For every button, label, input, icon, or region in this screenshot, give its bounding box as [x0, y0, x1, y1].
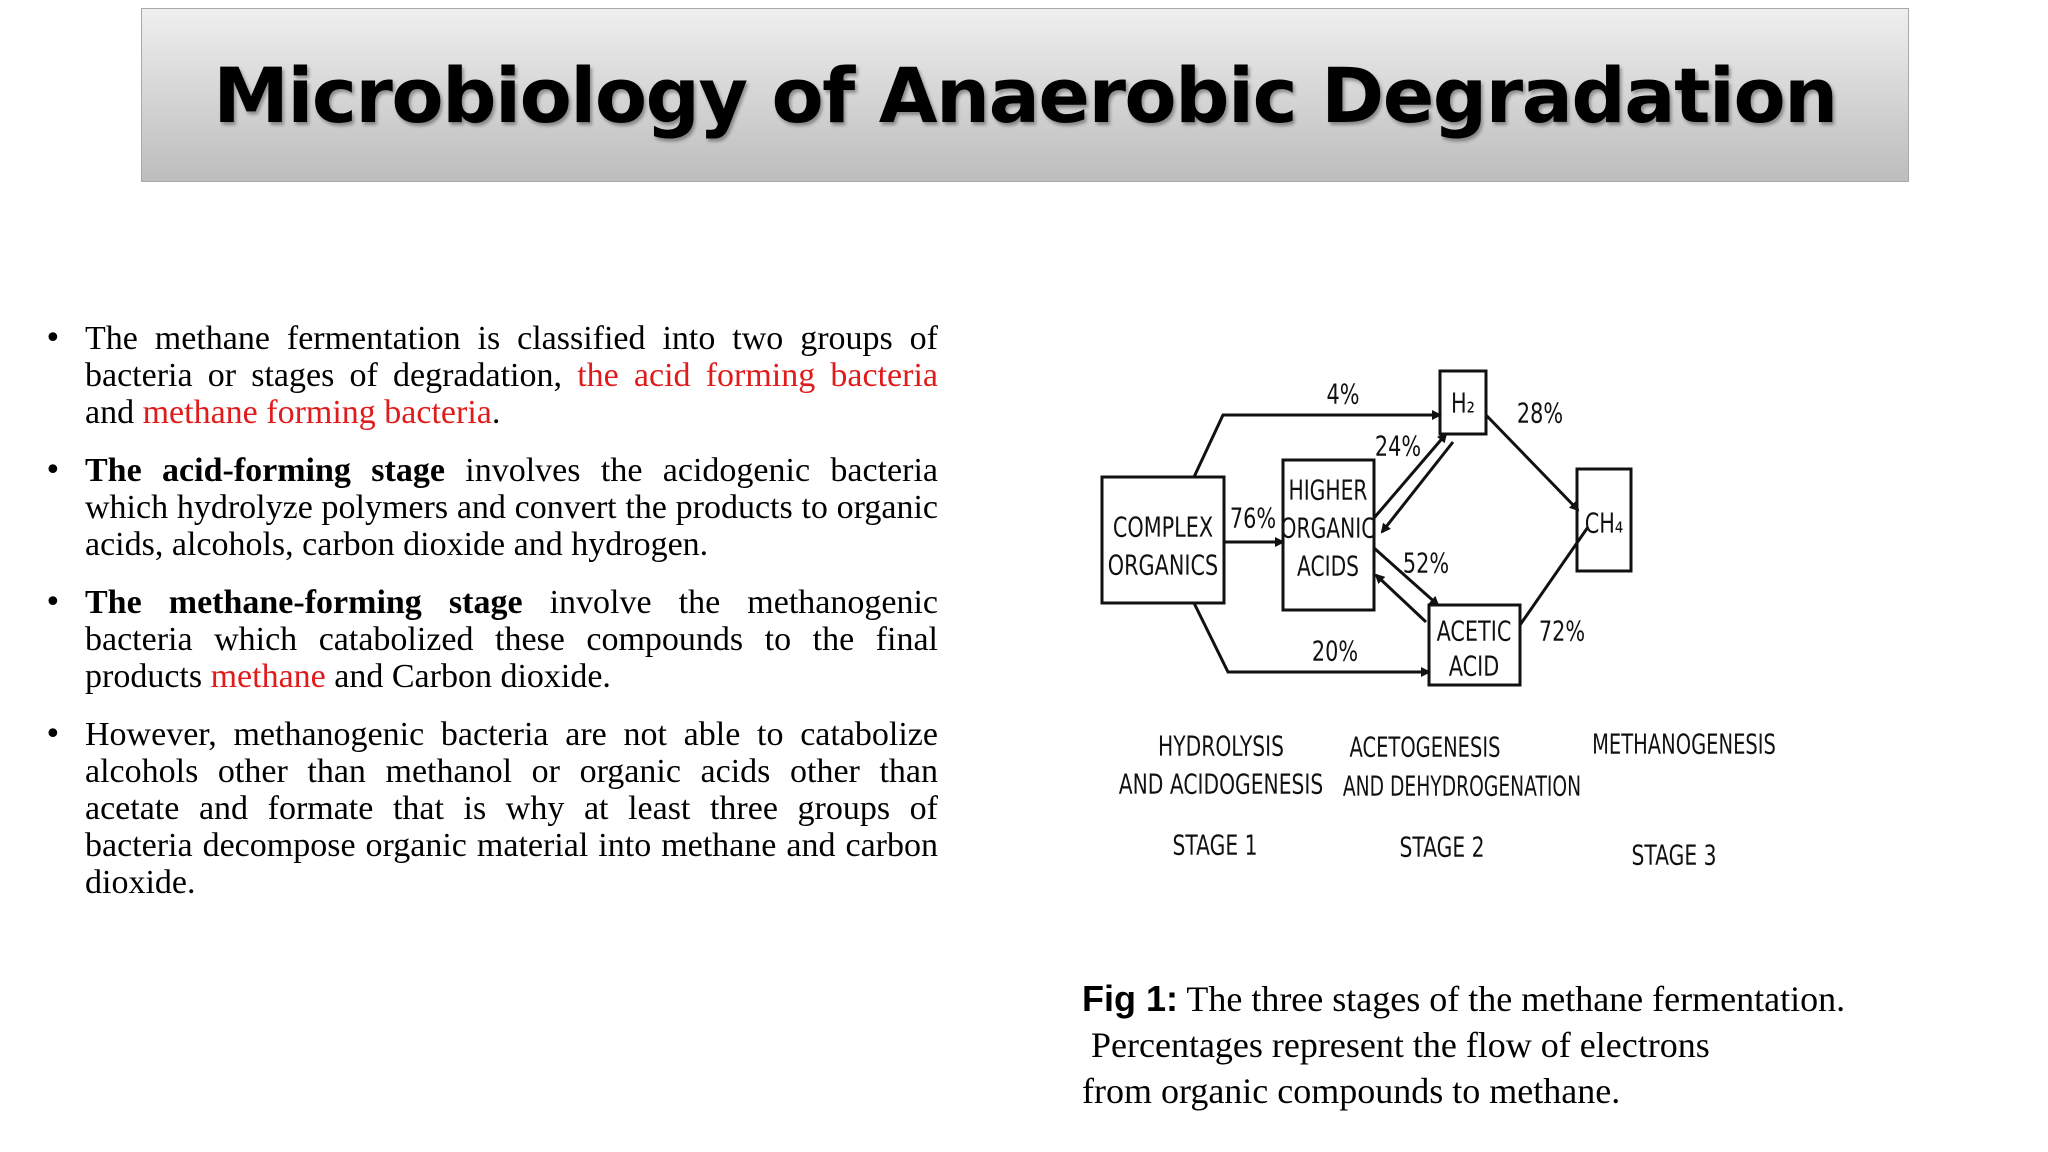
- highlight-acid-forming: the acid forming bacteria: [577, 357, 938, 394]
- pct-complex-to-h2: 4%: [1326, 377, 1360, 411]
- complex-organics-label-line2: ORGANICS: [1107, 548, 1219, 582]
- stage2-label: STAGE 2: [1399, 831, 1485, 864]
- stage1-process-line1: HYDROLYSIS: [1158, 730, 1284, 763]
- slide-title: Microbiology of Anaerobic Degradation: [213, 50, 1837, 140]
- higher-acids-label-line1: HIGHER: [1288, 474, 1368, 507]
- caption-line-1: Fig 1: The three stages of the methane fermentation.: [1082, 978, 1846, 1019]
- higher-acids-label-line2: ORGANIC: [1280, 512, 1376, 545]
- flow-acetic-to-higher-acids: [1376, 575, 1426, 622]
- complex-organics-label-line1: COMPLEX: [1112, 510, 1214, 544]
- stage1-process-line2: AND ACIDOGENESIS: [1118, 768, 1324, 801]
- higher-acids-label-line3: ACIDS: [1296, 550, 1360, 583]
- bullet-item-4: • However, methanogenic bacteria are not able to catabolize alcohols other than methanol or organic acids other than acetate and formate that is why at least three groups of bacteria decompose organic material into methane and carbon dioxide.: [44, 716, 938, 901]
- bullet-dot-icon: •: [44, 585, 62, 620]
- stage2-process-line2: AND DEHYDROGENATION: [1342, 769, 1582, 803]
- term-methane-forming-stage: The methane-forming stage: [85, 584, 523, 621]
- stage1-label: STAGE 1: [1172, 829, 1258, 862]
- pct-acetic-to-ch4: 72%: [1538, 614, 1586, 648]
- acetic-acid-label-line1: ACETIC: [1436, 614, 1512, 648]
- figure-caption: [1082, 976, 1982, 1114]
- pct-h2-to-ch4: 28%: [1516, 396, 1564, 430]
- bullet-list: [38, 320, 938, 922]
- highlight-methane-forming: methane forming bacteria: [142, 394, 492, 431]
- caption-line-3: from organic compounds to methane.: [1082, 1071, 1621, 1111]
- h2-label: H₂: [1451, 386, 1475, 420]
- ch4-label: CH₄: [1584, 506, 1624, 540]
- bullet-dot-icon: •: [44, 717, 62, 752]
- methane-fermentation-diagram: [1090, 360, 1790, 900]
- pct-higher-to-h2: 24%: [1374, 429, 1422, 463]
- flow-acetic-to-ch4: [1520, 527, 1588, 625]
- stage3-label: STAGE 3: [1631, 839, 1717, 872]
- bullet-item-2: • The acid-forming stage involves the acidogenic bacteria which hydrolyze polymers and convert the products to organic acids, alcohols, carbon dioxide and hydrogen.: [44, 452, 938, 563]
- title-banner: [141, 8, 1909, 182]
- stage2-process-line1: ACETOGENESIS: [1349, 731, 1501, 764]
- term-acid-forming-stage: The acid-forming stage: [85, 452, 445, 489]
- bullet-item-3: • The methane-forming stage involve the methanogenic bacteria which catabolized these compounds to the final products methane and Carbon dioxide.: [44, 584, 938, 695]
- highlight-methane: methane: [210, 658, 326, 695]
- flow-h2-to-ch4: [1486, 415, 1578, 510]
- caption-label: Fig 1:: [1082, 978, 1178, 1019]
- pct-complex-to-acetic: 20%: [1311, 634, 1359, 668]
- pct-higher-to-acetic: 52%: [1402, 546, 1450, 580]
- bullet-dot-icon: •: [44, 321, 62, 356]
- acetic-acid-label-line2: ACID: [1448, 649, 1500, 683]
- pct-complex-to-higher: 76%: [1229, 501, 1277, 535]
- caption-line-2: Percentages represent the flow of electrons: [1082, 1025, 1710, 1065]
- bullet-item-1: • The methane fermentation is classified into two groups of bacteria or stages of degradation, the acid forming bacteria and methane forming bacteria.: [44, 320, 938, 431]
- stage3-process-line1: METHANOGENESIS: [1592, 728, 1776, 761]
- bullet-dot-icon: •: [44, 453, 62, 488]
